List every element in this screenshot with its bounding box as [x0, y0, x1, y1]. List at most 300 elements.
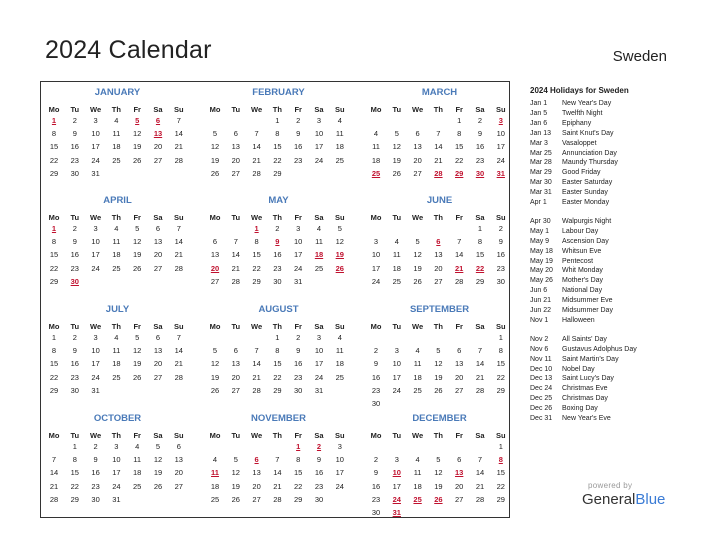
calendar-day: 13 — [210, 250, 220, 260]
calendar-day: 13 — [413, 142, 422, 152]
weekday-header: Su — [174, 105, 184, 114]
calendar-day: 14 — [455, 250, 464, 260]
holiday-row — [530, 336, 607, 343]
month-name: JUNE — [426, 195, 453, 206]
calendar-day: 3 — [114, 442, 119, 451]
calendar-day: 17 — [392, 481, 401, 491]
calendar-day: 1 — [498, 442, 503, 451]
calendar-day: 21 — [273, 481, 282, 491]
calendar-day: 23 — [70, 155, 79, 165]
weekday-header: Su — [496, 105, 506, 114]
calendar-day: 18 — [210, 481, 220, 491]
holiday-name: Christmas Day — [562, 395, 608, 403]
calendar-day: 27 — [153, 155, 163, 165]
calendar-day: 12 — [335, 237, 344, 247]
calendar-day: 13 — [153, 237, 163, 247]
weekday-header: We — [412, 322, 424, 331]
calendar-day: 14 — [49, 468, 59, 478]
weekday-header: Mo — [209, 322, 221, 331]
brand-general: General — [582, 491, 636, 508]
calendar-day: 23 — [273, 263, 282, 273]
calendar-day: 3 — [394, 455, 399, 465]
holiday-row — [530, 385, 608, 392]
holiday-day: 28 — [434, 168, 443, 178]
calendar-day: 19 — [210, 155, 220, 165]
calendar-day: 4 — [114, 224, 119, 233]
calendar-day: 19 — [133, 359, 142, 369]
holiday-name: Ascension Day — [562, 237, 609, 245]
calendar-day: 18 — [413, 481, 422, 491]
holiday-day: 21 — [455, 263, 464, 273]
calendar-day: 26 — [413, 276, 422, 286]
calendar-day: 3 — [316, 333, 322, 342]
weekday-header: Th — [111, 213, 121, 222]
calendar-day: 25 — [392, 276, 401, 286]
calendar-day: 8 — [275, 129, 280, 139]
holiday-day: 5 — [135, 116, 140, 125]
calendar-day: 14 — [174, 346, 183, 356]
calendar-day: 23 — [91, 481, 100, 491]
calendar-day: 16 — [371, 481, 381, 491]
calendar-day: 19 — [210, 372, 220, 382]
weekday-header: Fr — [455, 213, 463, 222]
calendar-day: 7 — [233, 237, 238, 247]
calendar-day: 17 — [91, 142, 100, 152]
calendar-day: 7 — [176, 333, 181, 342]
calendar-day: 9 — [93, 455, 98, 465]
weekday-header: Fr — [455, 105, 463, 114]
weekday-header: Su — [496, 213, 506, 222]
calendar-day: 26 — [133, 155, 142, 165]
calendar-day: 9 — [72, 237, 77, 247]
calendar-day: 15 — [294, 468, 303, 478]
calendar-day: 31 — [91, 385, 100, 395]
holiday-date: May 9 — [530, 237, 550, 245]
holiday-row — [530, 159, 618, 166]
calendar-day: 30 — [496, 276, 505, 286]
holiday-name: Saint Knut's Day — [562, 129, 614, 137]
holiday-name: Annunciation Day — [562, 149, 617, 157]
calendar-day: 1 — [51, 333, 57, 342]
calendar-day: 30 — [70, 385, 79, 395]
calendar-day: 1 — [275, 116, 280, 125]
calendar-day: 3 — [93, 333, 98, 342]
holiday-date: Dec 10 — [530, 365, 553, 373]
calendar-day: 22 — [455, 155, 464, 165]
calendar-day: 24 — [314, 155, 324, 165]
holiday-day: 6 — [436, 237, 441, 247]
calendar-day: 12 — [210, 142, 220, 152]
brand-logo[interactable] — [582, 491, 665, 508]
calendar-day: 22 — [273, 155, 282, 165]
calendar-day: 25 — [210, 494, 220, 504]
calendar-day: 27 — [231, 385, 240, 395]
holiday-row — [530, 238, 609, 245]
calendar-day: 7 — [477, 455, 483, 465]
calendar-day: 28 — [252, 168, 261, 178]
brand-blue: Blue — [635, 491, 666, 508]
calendar-day: 9 — [477, 129, 483, 139]
calendar-day: 12 — [231, 468, 240, 478]
calendar-day: 17 — [496, 142, 505, 152]
holiday-date: Jan 6 — [530, 119, 548, 127]
holiday-name: Halloween — [562, 316, 595, 324]
weekday-header: Fr — [133, 431, 141, 440]
calendar-day: 11 — [112, 346, 121, 356]
calendar-day: 22 — [294, 481, 303, 491]
weekday-header: Su — [496, 322, 506, 331]
calendar-day: 27 — [455, 385, 464, 395]
calendar-day: 7 — [254, 346, 259, 356]
holiday-name: Nobel Day — [562, 365, 595, 373]
holiday-date: Apr 30 — [530, 217, 551, 225]
weekday-header: Th — [433, 213, 443, 222]
calendar-day: 5 — [337, 224, 342, 233]
weekday-header: Tu — [392, 213, 402, 222]
weekday-header: Th — [111, 322, 121, 331]
month-name: DECEMBER — [412, 413, 467, 424]
holiday-date: Jun 6 — [530, 287, 548, 295]
calendar-day: 17 — [314, 359, 324, 369]
calendar-day: 19 — [392, 155, 401, 165]
calendar-day: 17 — [91, 250, 100, 260]
calendar-day: 21 — [49, 481, 59, 491]
weekday-header: Mo — [48, 213, 60, 222]
holiday-name: Easter Monday — [562, 199, 610, 206]
holiday-day: 6 — [254, 455, 259, 465]
holiday-date: Jun 21 — [530, 297, 552, 305]
calendar-day: 21 — [174, 359, 183, 369]
calendar-day: 24 — [392, 385, 401, 395]
holiday-date: Dec 25 — [530, 395, 553, 403]
calendar-day: 5 — [212, 346, 218, 356]
calendar-day: 4 — [337, 333, 342, 342]
calendar-day: 23 — [496, 263, 505, 273]
calendar-day: 18 — [335, 142, 344, 152]
holiday-row — [530, 375, 614, 382]
page-title: 2024 Calendar — [45, 36, 212, 64]
holiday-date: May 20 — [530, 267, 553, 275]
calendar-day: 10 — [91, 237, 100, 247]
holiday-date: Nov 6 — [530, 345, 549, 353]
holiday-day: 19 — [335, 250, 344, 260]
weekday-header: Sa — [153, 431, 163, 440]
holiday-day: 6 — [155, 116, 161, 125]
calendar-day: 13 — [153, 346, 163, 356]
weekday-header: Fr — [294, 431, 302, 440]
weekday-header: Fr — [133, 213, 141, 222]
calendar-day: 28 — [455, 276, 464, 286]
calendar-day: 21 — [252, 155, 261, 165]
holiday-row — [530, 287, 602, 294]
holiday-day: 8 — [498, 455, 503, 465]
calendar-day: 12 — [392, 142, 401, 152]
holiday-name: Easter Saturday — [562, 179, 613, 187]
calendar-day: 20 — [455, 372, 464, 382]
calendar-day: 24 — [91, 372, 100, 382]
calendar-day: 28 — [252, 385, 261, 395]
calendar-day: 30 — [273, 276, 282, 286]
calendar-day: 20 — [153, 142, 163, 152]
calendar-day: 7 — [436, 129, 441, 139]
calendar-day: 4 — [316, 224, 322, 233]
calendar-day: 6 — [212, 237, 218, 247]
calendar-day: 22 — [496, 372, 505, 382]
month-name: MAY — [268, 195, 289, 206]
calendar-day: 7 — [477, 346, 483, 356]
weekday-header: Sa — [153, 213, 163, 222]
holiday-name: Walpurgis Night — [562, 217, 612, 225]
calendar-day: 19 — [133, 142, 142, 152]
holiday-day: 29 — [455, 168, 464, 178]
calendar-day: 8 — [477, 237, 483, 247]
weekday-header: Fr — [133, 322, 141, 331]
calendar-day: 25 — [133, 481, 142, 491]
calendar-day: 14 — [174, 129, 183, 139]
calendar-day: 23 — [371, 385, 381, 395]
holiday-name: Christmas Eve — [562, 385, 608, 393]
month-name: APRIL — [103, 195, 132, 206]
weekday-header: We — [251, 322, 263, 331]
calendar-day: 9 — [316, 455, 322, 465]
calendar-day: 27 — [252, 494, 261, 504]
calendar-day: 3 — [93, 224, 98, 233]
holiday-row — [530, 395, 608, 402]
calendar-day: 7 — [176, 116, 181, 125]
holiday-name: Gustavus Adolphus Day — [562, 345, 637, 353]
weekday-header: Th — [111, 431, 121, 440]
holiday-date: May 19 — [530, 257, 553, 265]
calendar-day: 2 — [498, 224, 503, 233]
weekday-header: Th — [272, 431, 282, 440]
holiday-row — [530, 277, 603, 284]
holiday-date: Jan 13 — [530, 129, 552, 137]
calendar-day: 15 — [49, 250, 59, 260]
calendar-day: 5 — [212, 129, 218, 139]
holiday-day: 22 — [475, 263, 485, 273]
weekday-header: Su — [174, 322, 184, 331]
calendar-day: 17 — [91, 359, 100, 369]
calendar-day: 19 — [413, 263, 422, 273]
calendar-day: 28 — [174, 263, 183, 273]
calendar-day: 6 — [457, 455, 462, 465]
calendar-day: 30 — [371, 399, 381, 408]
weekday-header: Tu — [231, 105, 241, 114]
calendar-day: 22 — [252, 263, 261, 273]
calendar-day: 5 — [135, 333, 140, 342]
calendar-day: 24 — [314, 372, 324, 382]
calendar-day: 10 — [496, 129, 505, 139]
calendar-day: 20 — [413, 155, 422, 165]
calendar-day: 6 — [457, 346, 462, 356]
calendar-day: 29 — [273, 168, 282, 178]
weekday-header: Sa — [314, 322, 324, 331]
calendar-day: 10 — [335, 455, 344, 465]
weekday-header: Tu — [231, 322, 241, 331]
calendar-day: 29 — [252, 276, 261, 286]
calendar-day: 13 — [434, 250, 443, 260]
calendar-day: 17 — [112, 468, 121, 478]
holiday-row — [530, 130, 614, 137]
calendar-day: 15 — [252, 250, 261, 260]
weekday-header: Sa — [314, 213, 324, 222]
weekday-header: Fr — [294, 213, 302, 222]
holiday-date: Dec 13 — [530, 375, 553, 383]
calendar-day: 15 — [49, 142, 59, 152]
holiday-row — [530, 366, 595, 373]
calendar-day: 3 — [394, 346, 399, 356]
holiday-day: 25 — [413, 494, 422, 504]
weekday-header: Su — [335, 213, 345, 222]
weekday-header: Tu — [70, 322, 80, 331]
calendar-day: 30 — [70, 168, 79, 178]
calendar-day: 4 — [415, 455, 420, 465]
holiday-date: Nov 2 — [530, 335, 549, 343]
holiday-row — [530, 189, 608, 196]
calendar-day: 1 — [498, 333, 503, 342]
calendar-day: 27 — [231, 168, 240, 178]
calendar-day: 24 — [112, 481, 121, 491]
calendar-day: 11 — [133, 455, 142, 465]
weekday-header: We — [251, 105, 263, 114]
calendar-day: 28 — [49, 494, 59, 504]
calendar-day: 29 — [49, 168, 59, 178]
calendar-day: 11 — [392, 250, 401, 260]
weekday-header: Tu — [70, 431, 80, 440]
calendar-day: 4 — [114, 116, 119, 125]
calendar-day: 15 — [273, 359, 282, 369]
calendar-day: 23 — [371, 494, 381, 504]
calendar-day: 23 — [70, 372, 79, 382]
holiday-name: Boxing Day — [562, 405, 598, 413]
calendar-day: 10 — [392, 359, 401, 369]
calendar-day: 12 — [133, 129, 142, 139]
calendar-day: 18 — [335, 359, 344, 369]
weekday-header: Su — [174, 213, 184, 222]
calendar-day: 26 — [434, 385, 443, 395]
calendar-day: 21 — [252, 372, 261, 382]
calendar-day: 22 — [496, 481, 505, 491]
calendar-day: 10 — [91, 129, 100, 139]
weekday-header: Sa — [314, 431, 324, 440]
weekday-header: Mo — [209, 105, 221, 114]
calendar-day: 15 — [273, 142, 282, 152]
calendar-day: 28 — [174, 372, 183, 382]
holiday-row — [530, 405, 598, 412]
calendar-day: 28 — [475, 494, 485, 504]
weekday-header: Mo — [370, 105, 382, 114]
calendar-day: 8 — [51, 346, 57, 356]
weekday-header: Fr — [294, 322, 302, 331]
calendar-day: 10 — [112, 455, 121, 465]
weekday-header: Su — [335, 431, 345, 440]
calendar-day: 15 — [496, 468, 505, 478]
calendar-day: 30 — [314, 494, 324, 504]
calendar-day: 25 — [335, 155, 344, 165]
calendar-day: 26 — [231, 494, 240, 504]
calendar-day: 4 — [373, 129, 379, 139]
weekday-header: Tu — [70, 105, 80, 114]
calendar-day: 4 — [135, 442, 140, 451]
weekday-header: Su — [335, 322, 345, 331]
calendar-day: 2 — [72, 116, 77, 125]
calendar-day: 25 — [112, 155, 121, 165]
calendar-day: 10 — [314, 129, 324, 139]
calendar-day: 9 — [296, 129, 301, 139]
calendar-day: 9 — [72, 129, 77, 139]
holiday-row — [530, 120, 591, 127]
weekday-header: Mo — [370, 322, 382, 331]
holiday-row — [530, 100, 611, 107]
calendar-day: 16 — [70, 142, 79, 152]
weekday-header: We — [412, 431, 424, 440]
calendar-day: 26 — [153, 481, 163, 491]
calendar-day: 26 — [210, 385, 220, 395]
calendar-day: 1 — [477, 224, 483, 233]
weekday-header: Mo — [209, 213, 221, 222]
weekday-header: Tu — [392, 431, 402, 440]
calendar-day: 31 — [91, 168, 100, 178]
weekday-header: Th — [433, 105, 443, 114]
holiday-row — [530, 218, 611, 225]
holiday-date: Mar 31 — [530, 189, 552, 197]
calendar-day: 1 — [275, 333, 280, 342]
weekday-header: Su — [335, 105, 345, 114]
calendar-day: 2 — [477, 116, 483, 125]
weekday-header: We — [412, 105, 424, 114]
calendar-day: 4 — [337, 116, 342, 125]
calendar-day: 9 — [72, 346, 77, 356]
calendar-day: 11 — [372, 142, 380, 152]
calendar-day: 2 — [296, 333, 301, 342]
calendar-day: 25 — [335, 372, 344, 382]
calendar-day: 23 — [475, 155, 485, 165]
weekday-header: We — [90, 322, 102, 331]
calendar-day: 21 — [174, 250, 183, 260]
calendar-day: 18 — [413, 372, 422, 382]
calendar-day: 3 — [316, 116, 322, 125]
calendar-day: 25 — [112, 372, 121, 382]
weekday-header: Th — [433, 322, 443, 331]
holiday-day: 1 — [254, 224, 259, 233]
calendar-day: 16 — [371, 372, 381, 382]
holiday-day: 10 — [392, 468, 401, 478]
calendar-day: 5 — [135, 224, 140, 233]
calendar-day: 5 — [394, 129, 399, 139]
calendar-day: 30 — [91, 494, 100, 504]
calendar-day: 29 — [70, 494, 79, 504]
calendar-day: 27 — [210, 276, 220, 286]
holiday-name: Maundy Thursday — [562, 159, 618, 167]
calendar-day: 29 — [273, 385, 282, 395]
month-name: NOVEMBER — [251, 413, 306, 424]
calendar-day: 11 — [315, 237, 323, 247]
holiday-name: Vasaloppet — [562, 139, 597, 147]
calendar-day: 23 — [294, 372, 303, 382]
holiday-day: 18 — [314, 250, 324, 260]
calendar-day: 20 — [174, 468, 183, 478]
holiday-row — [530, 258, 593, 265]
calendar-day: 13 — [231, 142, 240, 152]
calendar-day: 2 — [373, 346, 379, 356]
holiday-date: Dec 26 — [530, 405, 553, 413]
calendar-day: 20 — [153, 250, 163, 260]
calendar-day: 8 — [275, 346, 280, 356]
calendar-day: 10 — [371, 250, 381, 260]
calendar-day: 27 — [434, 276, 443, 286]
calendar-day: 28 — [174, 155, 183, 165]
calendar-day: 27 — [413, 168, 422, 178]
